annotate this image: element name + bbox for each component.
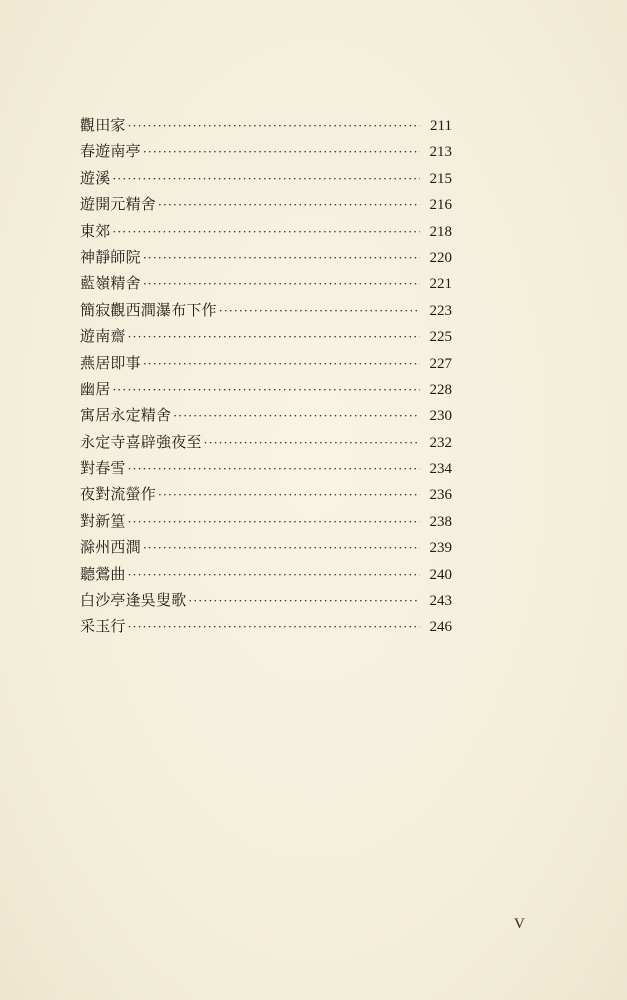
- toc-entry-page: 225: [429, 329, 452, 346]
- toc-entry-title: 白沙亭逢吳叟歌: [80, 591, 187, 610]
- table-of-contents: [80, 112, 452, 640]
- toc-entry: [80, 270, 452, 296]
- toc-entry-page: 223: [429, 302, 452, 319]
- toc-entry: [80, 112, 452, 138]
- toc-entry: [80, 165, 452, 191]
- toc-entry-title: 幽居: [80, 379, 111, 398]
- toc-dot-leader: [158, 482, 420, 508]
- toc-entry: [80, 138, 452, 164]
- toc-entry-page: 238: [429, 513, 452, 530]
- toc-entry-page: 239: [429, 540, 452, 557]
- toc-entry-title: 藍嶺精舍: [80, 274, 141, 293]
- toc-entry: [80, 429, 452, 455]
- toc-entry-page: 218: [429, 223, 452, 240]
- toc-entry: [80, 613, 452, 639]
- toc-entry: [80, 297, 452, 323]
- toc-entry-page: 221: [429, 276, 452, 293]
- toc-entry-page: 213: [429, 144, 452, 161]
- toc-entry: [80, 508, 452, 534]
- toc-dot-leader: [219, 298, 420, 324]
- toc-entry-page: 227: [429, 355, 452, 372]
- toc-entry-title: 簡寂觀西澗瀑布下作: [80, 300, 217, 319]
- toc-entry: [80, 455, 452, 481]
- toc-dot-leader: [204, 430, 420, 456]
- toc-entry-title: 采玉行: [80, 617, 126, 636]
- toc-entry-page: 234: [429, 461, 452, 478]
- toc-dot-leader: [128, 324, 420, 350]
- toc-entry: [80, 402, 452, 428]
- toc-entry-page: 220: [429, 249, 452, 266]
- toc-entry-title: 燕居即事: [80, 353, 141, 372]
- toc-entry-page: 246: [429, 619, 452, 636]
- toc-entry-page: 215: [429, 170, 452, 187]
- toc-entry: [80, 244, 452, 270]
- toc-entry: [80, 534, 452, 560]
- toc-entry-page: 240: [429, 566, 452, 583]
- toc-dot-leader: [128, 113, 420, 139]
- toc-dot-leader: [128, 614, 420, 640]
- toc-entry-title: 聽鶯曲: [80, 564, 126, 583]
- toc-entry-page: 243: [429, 593, 452, 610]
- toc-entry-page: 228: [429, 381, 452, 398]
- toc-entry-title: 夜對流螢作: [80, 485, 157, 504]
- toc-entry-title: 對新篁: [80, 511, 126, 530]
- toc-entry: [80, 587, 452, 613]
- toc-entry: [80, 350, 452, 376]
- toc-dot-leader: [128, 509, 420, 535]
- toc-dot-leader: [143, 245, 420, 271]
- toc-entry-title: 對春雪: [80, 459, 126, 478]
- toc-dot-leader: [128, 456, 420, 482]
- toc-entry-page: 216: [429, 197, 452, 214]
- toc-entry-title: 永定寺喜辟強夜至: [80, 432, 202, 451]
- toc-dot-leader: [128, 562, 420, 588]
- toc-entry-title: 觀田家: [80, 116, 126, 134]
- toc-entry: [80, 323, 452, 349]
- toc-dot-leader: [143, 535, 420, 561]
- toc-dot-leader: [112, 219, 420, 245]
- toc-dot-leader: [143, 139, 420, 165]
- toc-entry-title: 遊開元精舍: [80, 195, 157, 214]
- toc-dot-leader: [143, 351, 420, 377]
- toc-entry-title: 寓居永定精舍: [80, 406, 172, 425]
- toc-dot-leader: [143, 271, 420, 297]
- toc-entry: [80, 218, 452, 244]
- toc-entry-title: 春遊南亭: [80, 142, 141, 161]
- toc-entry: [80, 191, 452, 217]
- toc-entry-title: 遊南齋: [80, 327, 126, 346]
- toc-entry-page: 230: [429, 408, 452, 425]
- toc-entry-title: 東郊: [80, 221, 111, 240]
- toc-entry: [80, 376, 452, 402]
- toc-entry-title: 滁州西澗: [80, 538, 141, 557]
- toc-entry-title: 遊溪: [80, 168, 111, 187]
- toc-dot-leader: [173, 403, 420, 429]
- toc-dot-leader: [112, 166, 420, 192]
- toc-dot-leader: [112, 377, 420, 403]
- toc-entry-page: 211: [430, 118, 452, 134]
- toc-dot-leader: [188, 588, 420, 614]
- toc-entry: [80, 561, 452, 587]
- toc-entry: [80, 481, 452, 507]
- page-number: V: [514, 916, 525, 932]
- toc-entry-page: 232: [429, 434, 452, 451]
- toc-entry-title: 神靜師院: [80, 247, 141, 266]
- toc-dot-leader: [158, 192, 420, 218]
- toc-entry-page: 236: [429, 487, 452, 504]
